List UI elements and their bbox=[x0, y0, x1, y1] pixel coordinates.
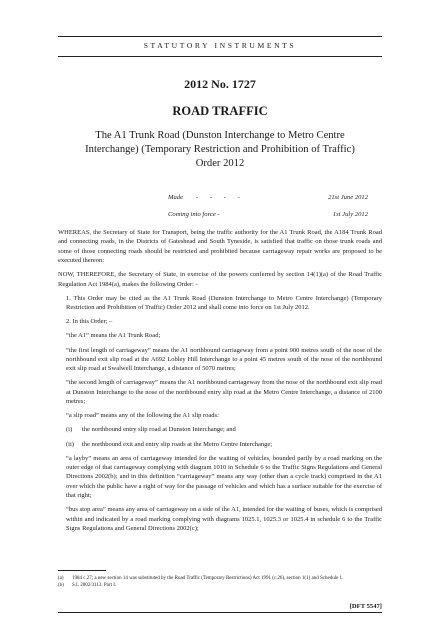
article-1: 1. This Order may be cited as the A1 Trunk Road (Dunston Interchange to Metro Centre Interchange) (Temporary Restriction and Prohibition of Traffic) Order 2012 and shall come into force on 1st July 2012. bbox=[66, 294, 382, 312]
definition-bus-stop-area: “bus stop area” means any area of carriageway on a side of the A1, intended for the waiting of buses, which is comprised within and indicated by a road marking complying with diagrams 1025.1, 1025.3 or 1025.4 in schedule 6 to the Traffic Signs Regulations and General Directions 2002(c); bbox=[66, 506, 382, 533]
footnote-text: 1984 c.27; a new section 14 was substituted by the Road Traffic (Temporary Restrictions) Act 1991 (c.26), section 1(1) and Schedule 1. bbox=[72, 576, 344, 581]
list-item-number: (i) bbox=[66, 426, 73, 434]
footnote bbox=[58, 582, 382, 589]
instrument-number: 2012 No. 1727 bbox=[184, 77, 256, 91]
dates-block bbox=[58, 194, 382, 228]
department-reference: [DFT 5547] bbox=[349, 603, 382, 610]
footnote bbox=[58, 575, 382, 582]
list-item bbox=[58, 425, 382, 434]
order-title: The A1 Trunk Road (Dunston Interchange to Metro Centre Interchange) (Temporary Restriction and Prohibition of Traffic) Order 2012 bbox=[85, 130, 355, 169]
top-rule bbox=[58, 36, 382, 37]
list-item-text: the northbound exit and entry slip roads at the Metro Centre Interchange; bbox=[82, 440, 273, 448]
footnote-mark: (a) bbox=[58, 576, 64, 581]
made-label: Made bbox=[168, 194, 184, 201]
definition-first-length: “the first length of carriageway” means the A1 northbound carriageway from a point 900 metres south of the nose of the northbound exit slip road at the A692 Lobley Hill Interchange to a point 45 metres south of the nose of the northbound exit slip road at Swalwell Interchange, a distance of 5070 metres; bbox=[66, 346, 382, 373]
definition-layby: “a layby” means an area of carriageway intended for the waiting of vehicles, bounded partly by a road marking on the outer edge of that carriageway complying with diagram 1010 in Schedule 6 to the Traffic Signs Regulations and General Directions 2002(b); and in this definition “carriageway” means any way (other than a cycle track) comprised in the A1 over which the public have a right of way for the passage of vehicles and which has a surface suitable for the exercise of that right; bbox=[66, 454, 382, 500]
list-item-text: the northbound entry slip road at Dunston Interchange; and bbox=[82, 426, 236, 434]
list-item bbox=[58, 440, 382, 449]
force-date-row bbox=[58, 211, 382, 228]
order-body bbox=[58, 228, 382, 538]
article-2: 2. In this Order; – bbox=[66, 318, 113, 326]
bottom-rule bbox=[58, 612, 382, 613]
now-paragraph: NOW, THEREFORE, the Secretary of State, in exercise of the powers conferred by section 14(1)(a) of the Road Traffic Regulation Act 1984(a), makes the following Order: - bbox=[58, 271, 382, 288]
force-date: 1st July 2012 bbox=[332, 211, 368, 218]
whereas-paragraph: WHEREAS, the Secretary of State for Transport, being the traffic authority for the A1 Trunk Road, the A184 Trunk Road and connecting roads, in the Districts of Gateshead and South Tyneside, is satisfied that traffic on those trunk roads and some of those connecting roads should be restricted and prohibited because carriageway repair works are proposed to be executed thereon: bbox=[58, 229, 382, 265]
subject-heading: ROAD TRAFFIC bbox=[172, 104, 268, 118]
made-date-row bbox=[58, 194, 382, 211]
footnote-rule bbox=[58, 570, 106, 571]
definition-slip-road: “a slip road” means any of the following the A1 slip roads: bbox=[66, 412, 219, 420]
series-rule bbox=[58, 56, 382, 57]
footnote-text: S.I. 2002/3113. Part I. bbox=[72, 583, 117, 588]
series-heading: STATUTORY INSTRUMENTS bbox=[143, 41, 297, 50]
definition-a1: “the A1” means the A1 Trunk Road; bbox=[66, 332, 161, 340]
list-item-number: (ii) bbox=[66, 440, 74, 448]
footnote-mark: (b) bbox=[58, 583, 64, 588]
definition-second-length: “the second length of carriageway” means the A1 northbound carriageway from the nose of the northbound exit slip road at Dunston Interchange to the nose of the northbound entry slip road at the Metro Centre Interchange, a distance of 2100 metres; bbox=[66, 379, 382, 406]
made-date: 21st June 2012 bbox=[328, 194, 368, 201]
made-dashes: - - - - bbox=[196, 194, 245, 201]
footnotes bbox=[58, 575, 382, 589]
force-label: Coming into force - bbox=[168, 211, 220, 218]
